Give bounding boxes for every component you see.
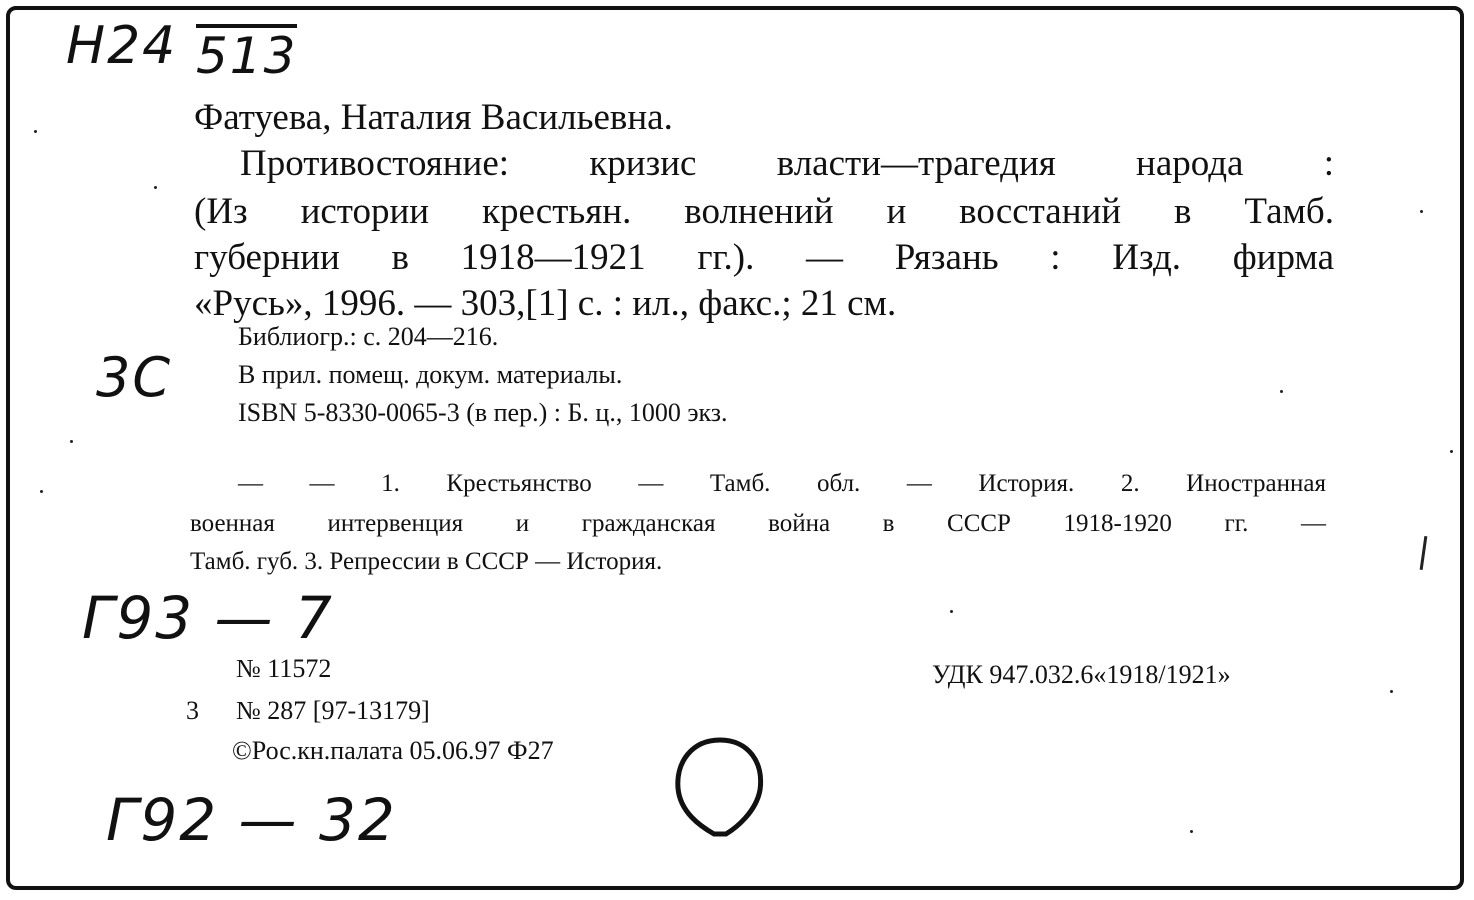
title-line-4: «Русь», 1996. — 303,[1] с. : ил., факс.; 21 см. [194,283,897,324]
scan-speck [40,490,43,493]
handwritten-mark-3c: 3С [96,346,173,409]
catalog-card [6,6,1464,890]
line2-prefix: 3 [186,696,199,725]
note-isbn: ISBN 5-8330-0065-3 (в пер.) : Б. ц., 1000 экз. [238,398,728,427]
udk-code: УДК 947.032.6«1918/1921» [932,660,1231,689]
scan-speck [1420,210,1423,213]
handwritten-mark-g93: Г93 — 7 [82,584,334,652]
subjects-line-2: военная интервенция и гражданская война в СССР 1918-1920 гг. — [190,510,1326,537]
scan-speck [1280,390,1283,393]
scan-speck [70,440,73,443]
subjects-line-1: — — 1. Крестьянство — Тамб. обл. — История. 2. Иностранная [238,470,1326,497]
title-line-3: губернии в 1918—1921 гг.). — Рязань : Изд. фирма [194,237,1334,278]
registration-number: № 287 [97-13179] [236,696,430,725]
scan-speck [1190,830,1193,833]
title-line-2: (Из истории крестьян. волнений и восстаний в Тамб. [194,191,1334,232]
scan-speck [1450,450,1453,453]
handwritten-shelf-mark-prefix: Н24 [66,16,178,76]
scan-speck [154,186,157,189]
author-heading: Фатуева, Наталия Васильевна. [194,97,673,138]
scan-speck [1390,690,1393,693]
card-number: № 11572 [236,654,332,683]
copyright-line: ©Рос.кн.палата 05.06.97 Ф27 [232,736,554,765]
note-appendix: В прил. помещ. докум. материалы. [238,360,623,389]
scan-speck [34,130,37,133]
handwritten-shelf-mark-number: 513 [196,24,297,84]
hole-punch-outline [670,732,770,842]
note-bibliography: Библиогр.: с. 204—216. [238,322,499,351]
scan-mark [1420,536,1428,570]
title-line-1: Противостояние: кризис власти—трагедия народа : [240,143,1334,184]
scan-speck [950,610,953,613]
handwritten-mark-g92: Г92 — 32 [106,786,397,854]
subjects-line-3: Тамб. губ. 3. Репрессии в СССР — История. [190,548,663,575]
